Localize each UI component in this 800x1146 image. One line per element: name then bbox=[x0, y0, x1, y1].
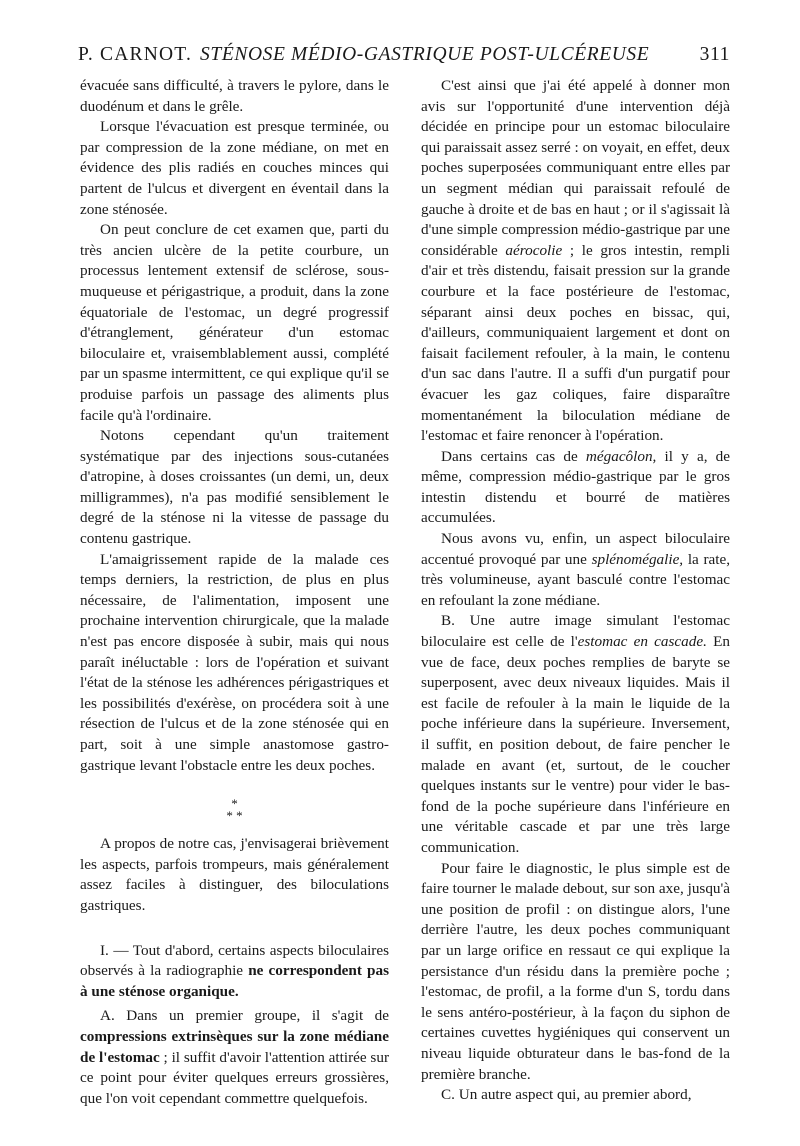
paragraph-text: ; le gros intestin, rempli d'air et très distendu, faisait pression sur la grande courbure et la face postérieure de l'estomac, séparant ainsi deux poches en bissac, qui, d'ailleurs, communiquaient largement et dont on faisait facilement refouler, à la main, le contenu d'un sac dans l'autre. Il a suffi d'un purgatif pour évacuer les gaz coliques, faire disparaître momentanément la biloculation médiane de l'estomac et faire renoncer à l'opération. bbox=[421, 241, 731, 445]
paragraph-tail: ; il suffit d'avoir l'attention attirée sur ce point pour éviter quelques erreurs grossières, que l'on voit cependant commettre quelquefois. bbox=[80, 1048, 389, 1107]
paragraph-text: Nous avons vu, enfin, un aspect biloculaire accentué provoqué par une bbox=[421, 530, 730, 568]
paragraph-text: Dans certains cas de bbox=[441, 447, 578, 465]
running-header bbox=[78, 44, 730, 66]
paragraph-text: la rate, très volumineuse, ayant basculé contre l'estomac en refoulant la zone médiane. bbox=[421, 550, 731, 609]
paragraph bbox=[421, 76, 730, 447]
paragraph-text: il y a, de même, compression médio-gastrique par le gros intestin distendu et bourré de matières accumulées. bbox=[421, 447, 731, 527]
paragraph-italic: mégacôlon, bbox=[585, 447, 657, 465]
paragraph bbox=[80, 941, 389, 1003]
paragraph bbox=[421, 529, 730, 611]
paragraph-italic: splénomégalie, bbox=[591, 550, 684, 568]
paragraph: évacuée sans difficulté, à travers le pylore, dans le duodénum et dans le grêle. bbox=[80, 77, 389, 115]
paragraph: L'amaigrissement rapide de la malade ces temps derniers, la restriction, de plus en plus nécessaire, de l'alimentation, imposent une prochaine intervention chirurgicale, que la malade n'est pas encore disposée à subir, mais qui nous paraît inéluctable : lors de l'opération et suivant l'état de la sténose les adhérences périgastriques et les possibilités d'exérèse, on procédera soit à une résection de l'ulcus et de la zone sténosée qui en part, soit à une simple anastomose gastro-gastrique levant l'obstacle entre les deux poches. bbox=[80, 550, 389, 774]
header-title: STÉNOSE MÉDIO-GASTRIQUE POST-ULCÉREUSE bbox=[200, 44, 650, 65]
paragraph: Notons cependant qu'un traitement systématique par des injections sous-cutanées d'atropine, à doses croissantes (un demi, un, deux milligrammes), n'a pas modifié sensiblement le degré de la sténose ni la vitesse de passage du contenu gastrique. bbox=[80, 427, 389, 548]
paragraph bbox=[80, 1006, 389, 1109]
paragraph-text: C'est ainsi que j'ai été appelé à donner mon avis sur l'opportunité d'une intervention déjà décidée en principe pour un estomac biloculaire qui paraissait assez serré : on voyait, en effet, deux poches superposées communiquant entre elles par un segment médian qui paraissait refoulé de gauche à droite et de bas en haut ; or il s'agissait là d'une simple compression médio-gastrique par une considérable bbox=[421, 77, 730, 259]
page-number: 311 bbox=[699, 44, 730, 65]
section-separator-asterism bbox=[80, 798, 389, 822]
asterism-top: * bbox=[231, 796, 238, 812]
paragraph-italic: aérocolie bbox=[505, 241, 563, 259]
paragraph-lead: I. — Tout d'abord, certains aspects biloculaires observés à la radiographie bbox=[80, 941, 389, 980]
paragraph-bold: ne correspondent pas à une sténose organique. bbox=[80, 962, 390, 1000]
paragraph-italic: estomac en cascade. bbox=[577, 633, 707, 651]
paragraph-lead: A. Dans un premier groupe, il s'agit de bbox=[100, 1007, 389, 1025]
paragraph-text: B. Une autre image simulant l'estomac biloculaire est celle de l' bbox=[421, 612, 730, 651]
paragraph bbox=[421, 611, 730, 858]
paragraph: A propos de notre cas, j'envisagerai brièvement les aspects, parfois trompeurs, mais généralement assez faciles à distinguer, des biloculations gastriques. bbox=[80, 835, 389, 914]
paragraph bbox=[421, 447, 730, 529]
header-author: P. CARNOT. bbox=[78, 44, 193, 65]
paragraph-text: En vue de face, deux poches remplies de baryte se superposent, avec deux niveaux liquides. Mais il est facile de refouler à la main le liquide de la poche inférieure dans la supérieure. Inversement, il suffit, en position debout, de faire pencher le malade en avant (et, surtout, de le coucher quelques instants sur le ventre) pour vider le bas-fond de la poche supérieure dans l'inférieure en une véritable cascade et par une très large communication. bbox=[421, 633, 730, 856]
left-column bbox=[80, 76, 389, 1109]
paragraph: On peut conclure de cet examen que, parti du très ancien ulcère de la petite courbure, un processus lentement extensif de sclérose, sous-muqueuse et périgastrique, a produit, dans la zone équatoriale de l'estomac, un degré progressif d'étranglement, générateur d'un estomac biloculaire et, vraisemblablement aussi, complété par un spasme intermittent, ce qui explique qu'il se produise parfois un passage des aliments plus facile qu'à l'ordinaire. bbox=[80, 221, 389, 424]
paragraph: C. Un autre aspect qui, au premier abord, bbox=[441, 1086, 692, 1104]
paragraph: Pour faire le diagnostic, le plus simple est de faire tourner le malade debout, sur son axe, jusqu'à une position de profil : on distingue alors, l'une derrière l'autre, les deux poches communiquant par un large orifice en ressaut ce qui explique la persistance d'un résidu dans la première poche ; l'estomac, de profil, a la forme d'un S, tordu dans le sens antéro-postérieur, à la façon du siphon de certaines cuvettes hygiéniques qui conservent un niveau liquide obturateur dans le bas-fond de la première branche. bbox=[421, 859, 730, 1083]
paragraph: Lorsque l'évacuation est presque terminée, ou par compression de la zone médiane, on met en évidence des plis radiés en couches minces qui partent de l'ulcus et divergent en éventail dans la zone sténosée. bbox=[80, 118, 389, 218]
right-column bbox=[421, 76, 730, 1106]
asterism-bottom: * * bbox=[226, 808, 243, 824]
paragraph-bold: compressions extrinsèques sur la zone médiane de l'estomac bbox=[80, 1027, 389, 1066]
